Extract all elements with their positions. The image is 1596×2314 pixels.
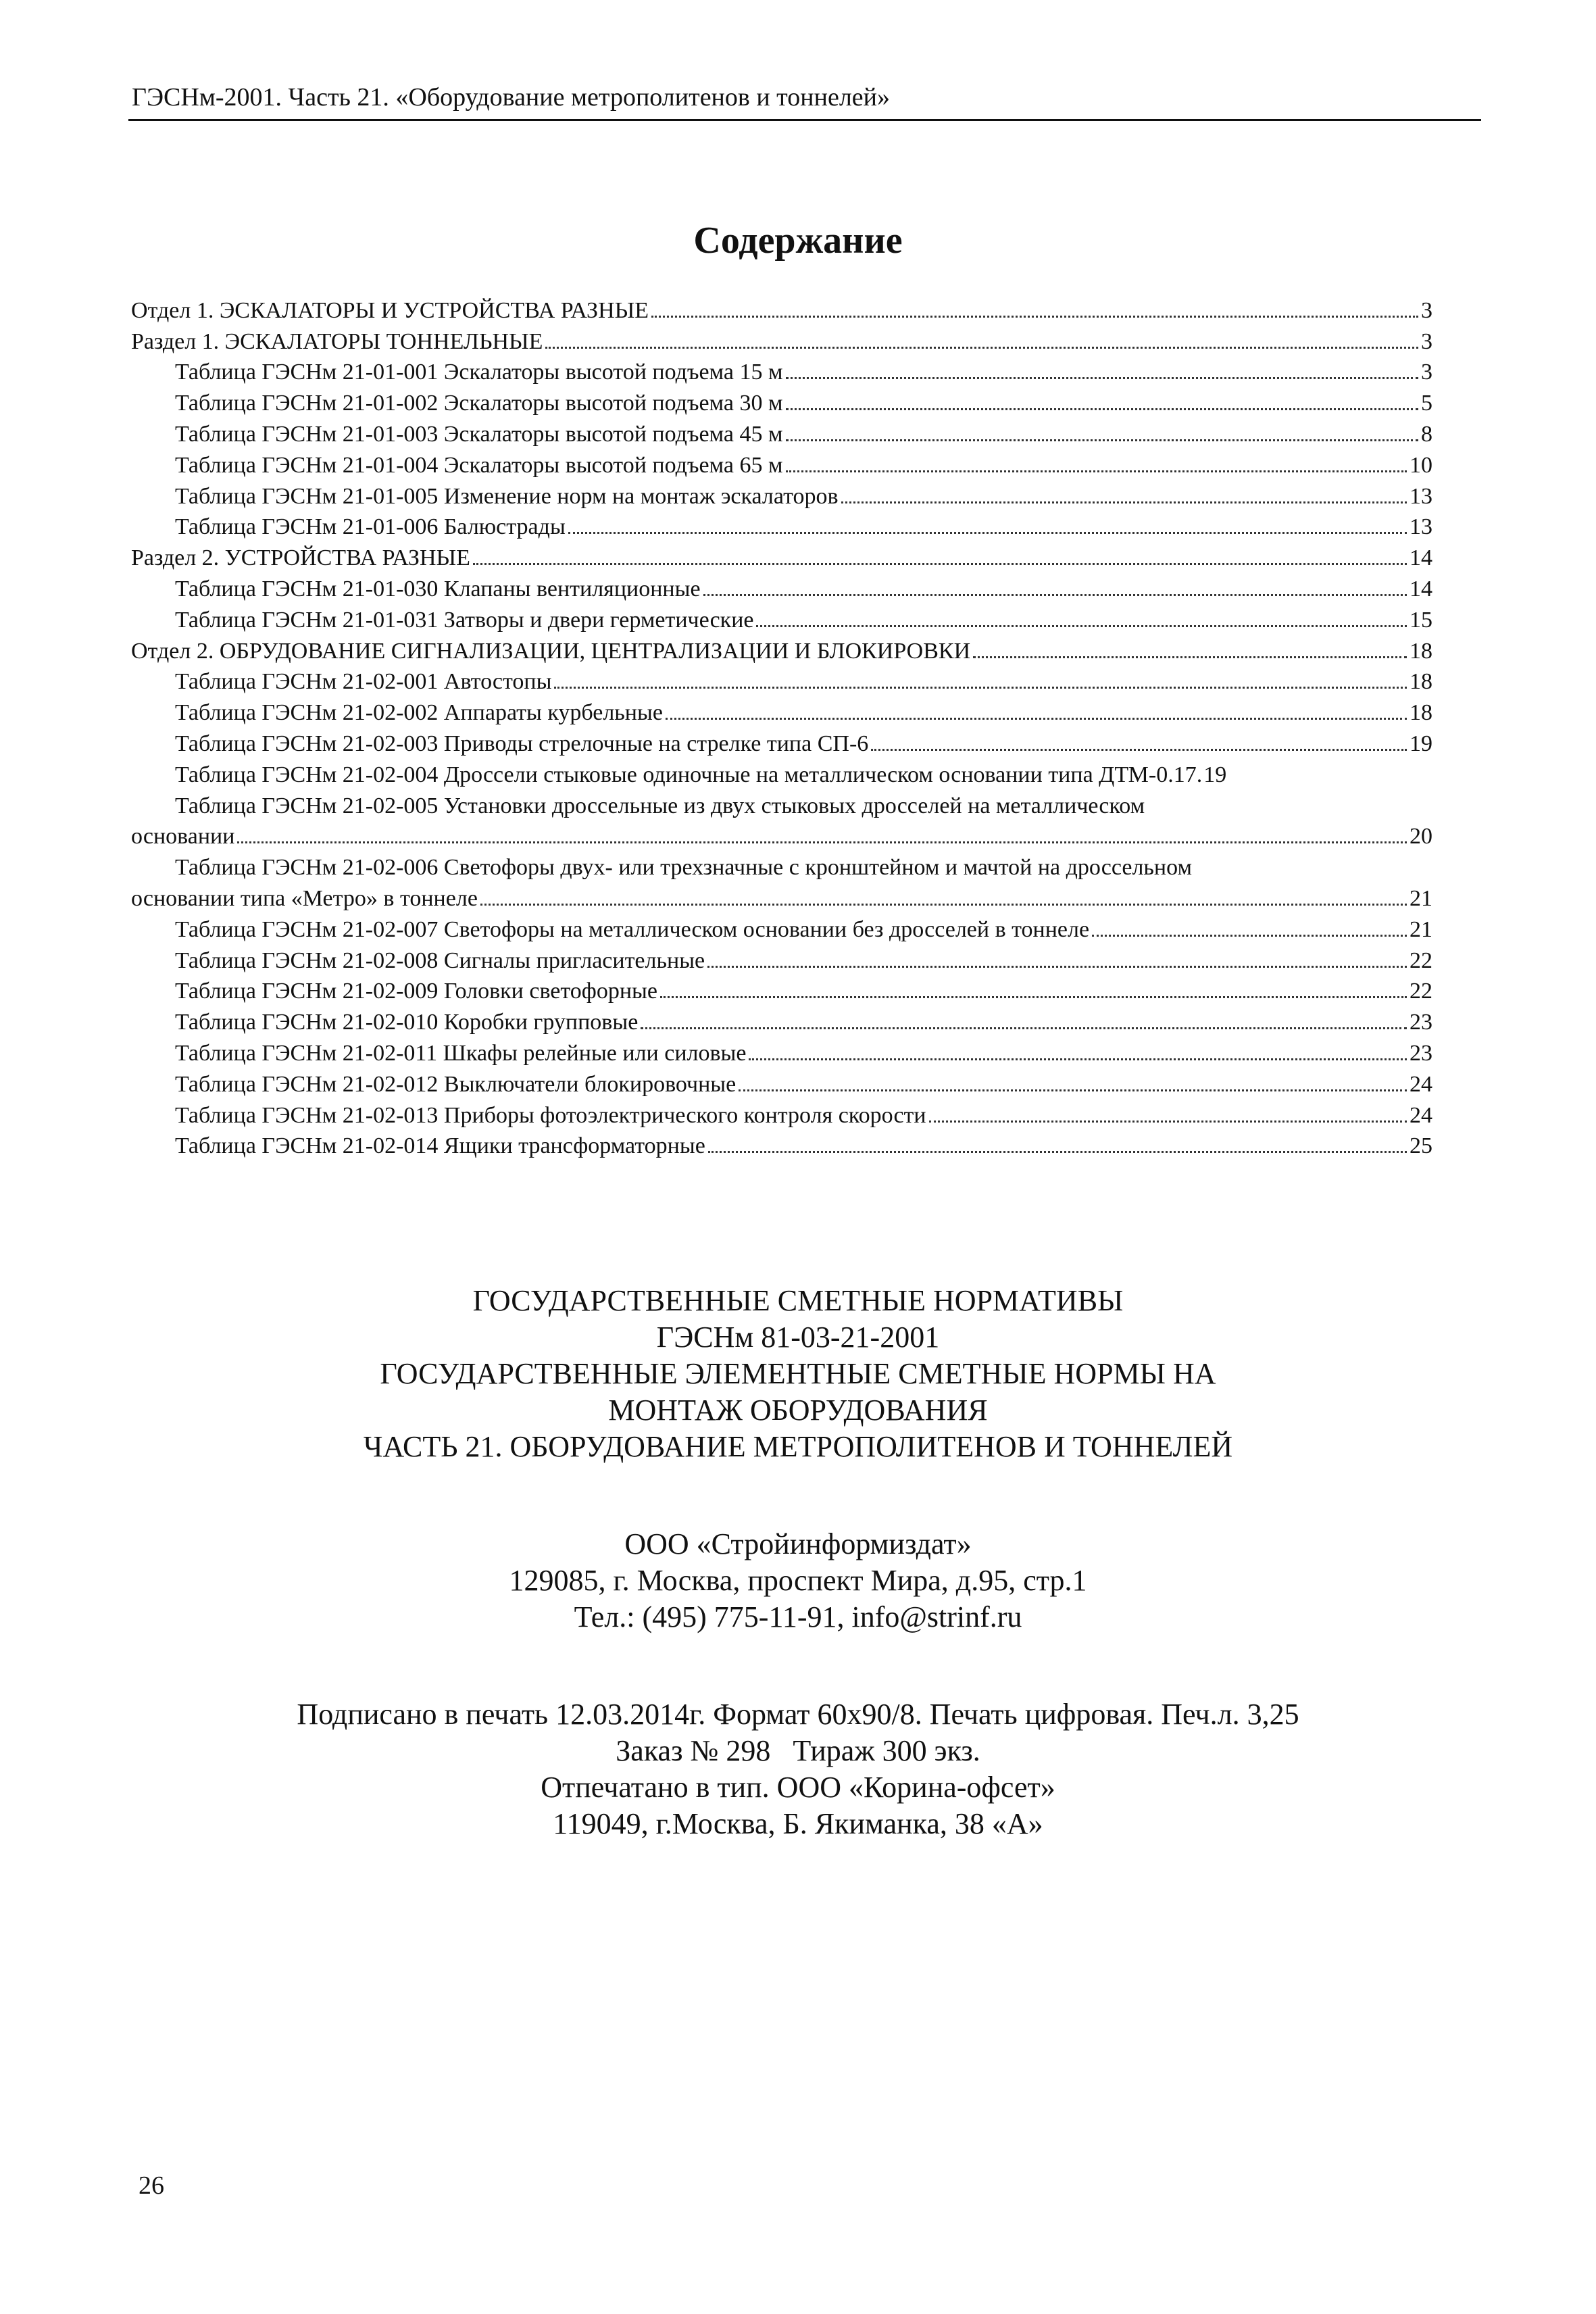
publisher-name: ООО «Стройинформиздат» (624, 1527, 972, 1560)
toc-entry[interactable] (131, 478, 1432, 510)
dot-leader (473, 563, 1407, 565)
toc-entry-text: Таблица ГЭСНм 21-02-008 Сигналы пригласительные (175, 947, 705, 973)
colophon-title-line: ГОСУДАРСТВЕННЫЕ ЭЛЕМЕНТНЫЕ СМЕТНЫЕ НОРМЫ НА (380, 1357, 1216, 1390)
toc-entry-text-line2: основании (131, 824, 235, 850)
toc-entry-text: Раздел 1. ЭСКАЛАТОРЫ ТОННЕЛЬНЫЕ (131, 328, 543, 354)
toc-entry[interactable] (131, 757, 1432, 788)
toc-entry-page: 21 (1410, 885, 1432, 911)
dot-leader (841, 501, 1407, 503)
toc-entry[interactable] (131, 633, 1432, 664)
toc-entry-page: 15 (1410, 607, 1432, 633)
toc-entry-page: 21 (1410, 916, 1432, 942)
toc-entry-text: Таблица ГЭСНм 21-01-001 Эскалаторы высотой подъема 15 м (175, 360, 783, 385)
toc-entry-page: 8 (1421, 421, 1432, 447)
dot-leader (554, 687, 1407, 689)
print-info-line: Заказ № 298 Тираж 300 экз. (616, 1734, 980, 1767)
toc-entry-page: 13 (1410, 514, 1432, 540)
dot-leader (703, 594, 1407, 596)
toc-title: Содержание (693, 220, 903, 262)
toc-entry-page: 3 (1421, 328, 1432, 354)
toc-entry[interactable] (131, 695, 1432, 726)
toc-entry[interactable] (131, 726, 1432, 757)
colophon-title-line: ЧАСТЬ 21. ОБОРУДОВАНИЕ МЕТРОПОЛИТЕНОВ И ТОННЕЛЕЙ (363, 1430, 1233, 1463)
toc-entry-page: 5 (1421, 391, 1432, 416)
toc-entry-page: 23 (1410, 1040, 1432, 1066)
toc-entry[interactable] (131, 1098, 1432, 1129)
toc-entry[interactable] (131, 602, 1432, 633)
dot-leader (641, 1027, 1407, 1029)
table-of-contents (131, 293, 1432, 1159)
toc-entry-text: Таблица ГЭСНм 21-01-031 Затворы и двери герметические (175, 607, 754, 633)
dot-leader (707, 966, 1407, 968)
dot-leader (786, 408, 1419, 410)
toc-entry[interactable] (131, 1066, 1432, 1098)
dot-leader (786, 470, 1407, 472)
toc-entry[interactable] (131, 324, 1432, 355)
toc-entry-text-line1: Таблица ГЭСНм 21-02-006 Светофоры двух- или трехзначные с кронштейном и мачтой на дроссельном (175, 855, 1192, 881)
toc-entry-text-line1: Таблица ГЭСНм 21-02-005 Установки дроссельные из двух стыковых дросселей на металлическом (175, 793, 1145, 818)
toc-entry-text: Отдел 1. ЭСКАЛАТОРЫ И УСТРОЙСТВА РАЗНЫЕ (131, 297, 649, 323)
toc-entry-page: 24 (1410, 1102, 1432, 1128)
toc-entry[interactable] (131, 664, 1432, 695)
toc-entry-text: Таблица ГЭСНм 21-01-005 Изменение норм на монтаж эскалаторов (175, 483, 839, 509)
header-rule (128, 119, 1481, 121)
toc-entry[interactable] (131, 850, 1432, 912)
dot-leader (660, 996, 1407, 998)
toc-entry-page: 10 (1410, 452, 1432, 478)
toc-entry[interactable] (131, 943, 1432, 974)
toc-entry-page: 18 (1410, 669, 1432, 695)
colophon (0, 1283, 1596, 1842)
toc-entry[interactable] (131, 788, 1432, 850)
toc-entry-page: 14 (1410, 545, 1432, 571)
toc-entry-text: Таблица ГЭСНм 21-01-003 Эскалаторы высотой подъема 45 м (175, 421, 783, 447)
dot-leader (708, 1151, 1407, 1153)
print-info-line: Отпечатано в тип. ООО «Корина-офсет» (541, 1771, 1055, 1804)
toc-entry-text: Раздел 2. УСТРОЙСТВА РАЗНЫЕ (131, 545, 470, 571)
dot-leader (749, 1058, 1407, 1060)
toc-entry-text: Таблица ГЭСНм 21-01-030 Клапаны вентиляционные (175, 576, 701, 601)
toc-entry-page: 13 (1410, 483, 1432, 509)
toc-entry-page: 14 (1410, 576, 1432, 601)
toc-entry-text: Таблица ГЭСНм 21-02-002 Аппараты курбельные (175, 700, 663, 726)
toc-entry-text: Таблица ГЭСНм 21-02-007 Светофоры на металлическом основании без дросселей в тоннеле (175, 916, 1090, 942)
publisher-address: 129085, г. Москва, проспект Мира, д.95, стр.1 (509, 1564, 1087, 1597)
dot-leader (739, 1089, 1407, 1091)
dot-leader (480, 904, 1407, 906)
toc-entry-text: Таблица ГЭСНм 21-02-014 Ящики трансформаторные (175, 1133, 705, 1159)
toc-entry[interactable] (131, 416, 1432, 447)
toc-entry[interactable] (131, 1129, 1432, 1160)
toc-entry-page: 3 (1421, 360, 1432, 385)
colophon-title-line: МОНТАЖ ОБОРУДОВАНИЯ (608, 1394, 988, 1427)
toc-entry[interactable] (131, 571, 1432, 602)
toc-entry-text: Таблица ГЭСНм 21-02-010 Коробки групповые (175, 1010, 639, 1035)
print-info-line: 119049, г.Москва, Б. Якиманка, 38 «А» (553, 1807, 1043, 1840)
toc-entry[interactable] (131, 385, 1432, 416)
dot-leader (786, 439, 1419, 441)
dot-leader (651, 316, 1418, 318)
toc-entry-page: 3 (1421, 297, 1432, 323)
toc-entry-page: 19 (1410, 731, 1432, 756)
toc-entry-page: 23 (1410, 1010, 1432, 1035)
running-header: ГЭСНм-2001. Часть 21. «Оборудование метрополитенов и тоннелей» (132, 83, 890, 112)
toc-entry-text: Таблица ГЭСНм 21-02-013 Приборы фотоэлектрического контроля скорости (175, 1102, 926, 1128)
publisher-contacts: Тел.: (495) 775-11-91, info@strinf.ru (574, 1600, 1022, 1633)
toc-entry-page: 25 (1410, 1133, 1432, 1159)
toc-entry-page: 22 (1410, 947, 1432, 973)
toc-entry-text: Таблица ГЭСНм 21-01-006 Балюстрады (175, 514, 566, 540)
toc-entry-page: 24 (1410, 1071, 1432, 1097)
colophon-code-line: ГЭСНм 81-03-21-2001 (656, 1321, 940, 1354)
toc-entry-text: Таблица ГЭСНм 21-02-012 Выключатели блокировочные (175, 1071, 737, 1097)
toc-entry-page: 22 (1410, 979, 1432, 1004)
print-info-line: Подписано в печать 12.03.2014г. Формат 60х90/8. Печать цифровая. Печ.л. 3,25 (297, 1698, 1299, 1731)
toc-entry-page: 19 (1203, 762, 1227, 787)
toc-entry-page: 18 (1410, 700, 1432, 726)
toc-entry[interactable] (131, 510, 1432, 541)
toc-entry[interactable] (131, 1004, 1432, 1035)
page-number: 26 (139, 2171, 164, 2200)
toc-entry-text: Таблица ГЭСНм 21-01-002 Эскалаторы высотой подъема 30 м (175, 391, 783, 416)
dot-leader (973, 656, 1407, 658)
toc-entry[interactable] (131, 540, 1432, 571)
toc-entry[interactable] (131, 447, 1432, 478)
toc-entry[interactable] (131, 974, 1432, 1005)
dot-leader (666, 718, 1407, 720)
toc-entry-page: 20 (1410, 824, 1432, 850)
dot-leader (237, 841, 1407, 843)
toc-entry-text: Отдел 2. ОБРУДОВАНИЕ СИГНАЛИЗАЦИИ, ЦЕНТРАЛИЗАЦИИ И БЛОКИРОВКИ (131, 638, 971, 664)
dot-leader (756, 625, 1407, 627)
colophon-title-line: ГОСУДАРСТВЕННЫЕ СМЕТНЫЕ НОРМАТИВЫ (472, 1284, 1124, 1317)
dot-leader (929, 1121, 1407, 1123)
dot-leader (545, 347, 1418, 349)
toc-entry[interactable] (131, 293, 1432, 324)
toc-entry[interactable] (131, 1035, 1432, 1066)
toc-entry-text: Таблица ГЭСНм 21-02-009 Головки светофорные (175, 979, 657, 1004)
toc-entry-text: Таблица ГЭСНм 21-02-004 Дроссели стыковые одиночные на металлическом основании типа ДТМ-0.17. (175, 762, 1203, 787)
toc-entry[interactable] (131, 912, 1432, 943)
toc-entry-text: Таблица ГЭСНм 21-02-003 Приводы стрелочные на стрелке типа СП-6 (175, 731, 869, 756)
toc-entry-text: Таблица ГЭСНм 21-01-004 Эскалаторы высотой подъема 65 м (175, 452, 783, 478)
toc-entry-page: 18 (1410, 638, 1432, 664)
dot-leader (568, 532, 1407, 534)
toc-entry-text: Таблица ГЭСНм 21-02-001 Автостопы (175, 669, 552, 695)
toc-entry-text-line2: основании типа «Метро» в тоннеле (131, 885, 478, 911)
toc-entry[interactable] (131, 355, 1432, 386)
dot-leader (871, 749, 1407, 751)
toc-entry-text: Таблица ГЭСНм 21-02-011 Шкафы релейные или силовые (175, 1040, 747, 1066)
dot-leader (1092, 935, 1407, 937)
dot-leader (786, 377, 1419, 379)
